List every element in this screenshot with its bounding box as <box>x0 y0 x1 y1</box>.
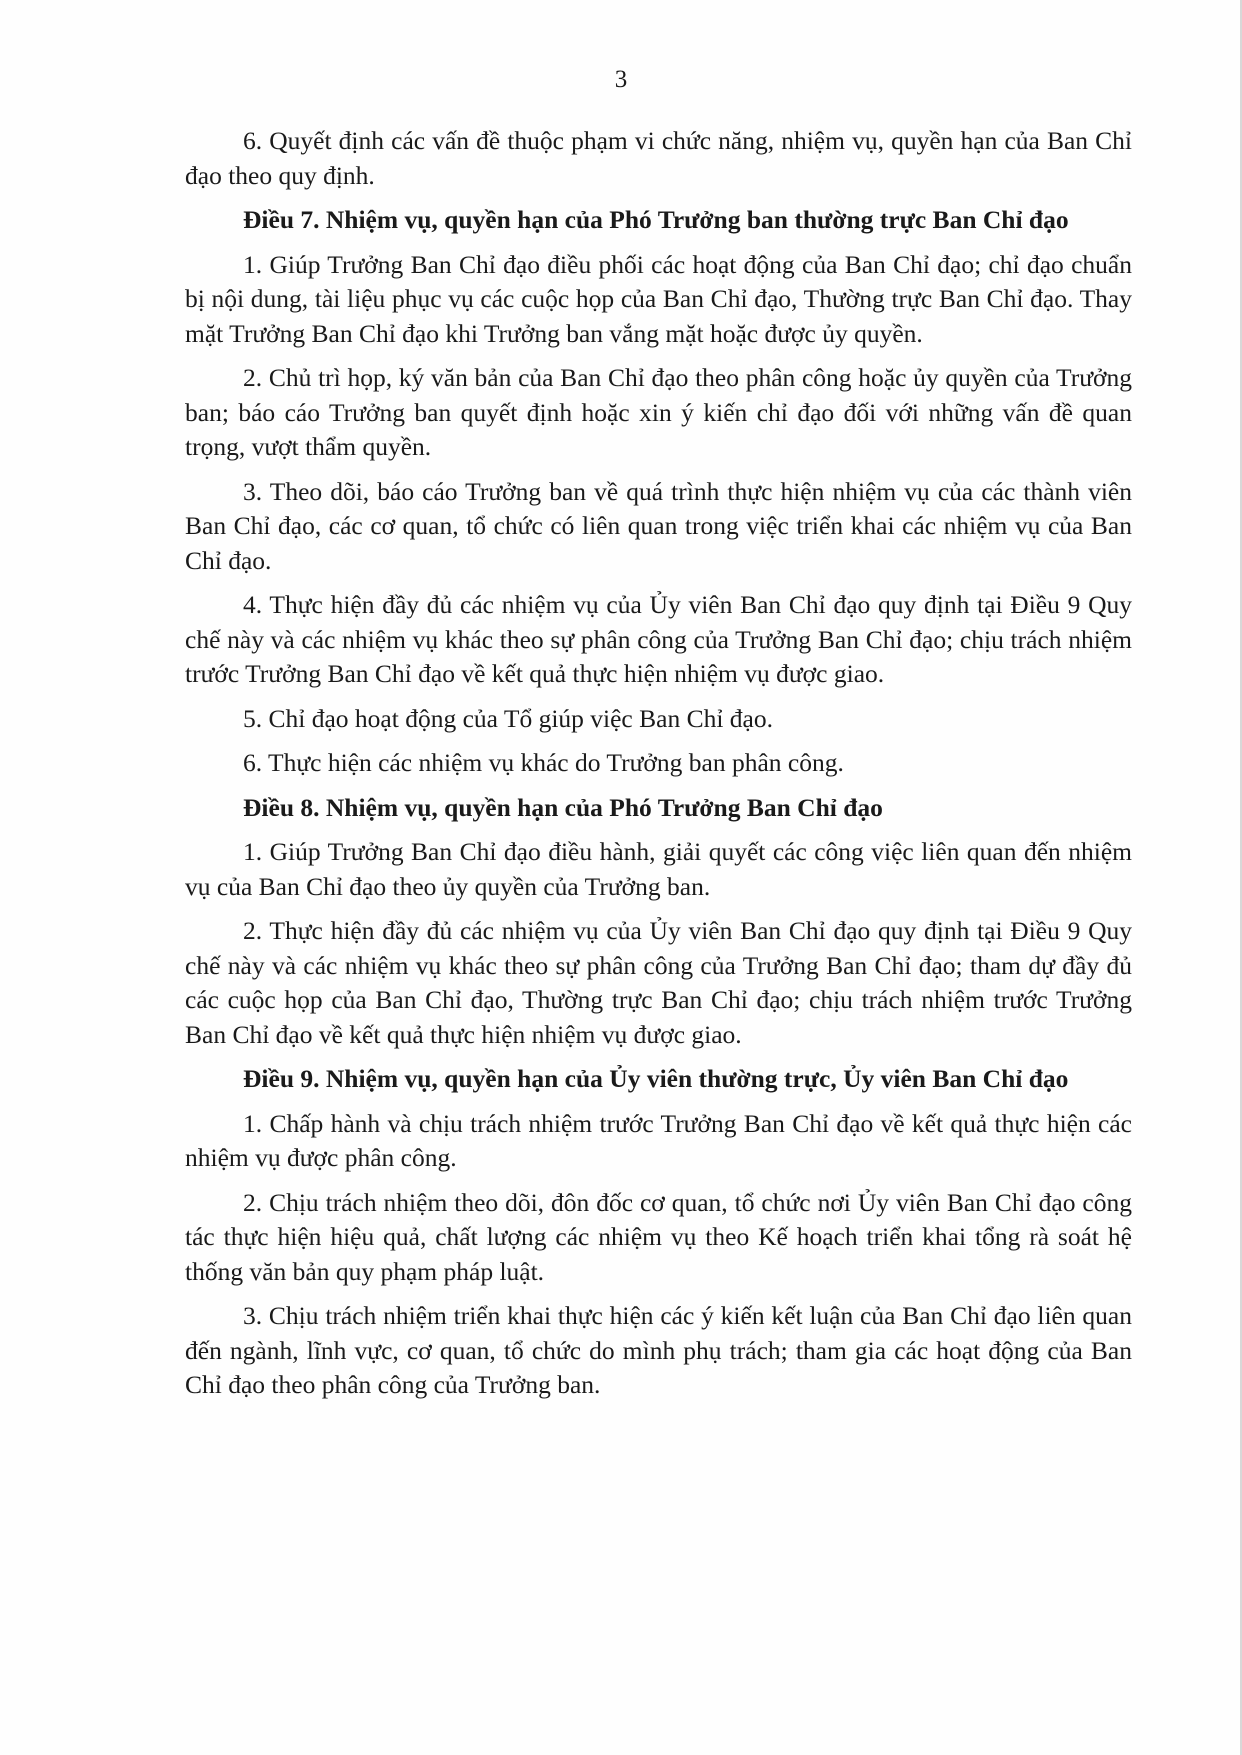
paragraph: 6. Quyết định các vấn đề thuộc phạm vi chức năng, nhiệm vụ, quyền hạn của Ban Chỉ đạo theo quy định. <box>185 126 1132 190</box>
paragraph: 5. Chỉ đạo hoạt động của Tổ giúp việc Ban Chỉ đạo. <box>243 703 773 733</box>
paragraph: 3. Theo dõi, báo cáo Trưởng ban về quá trình thực hiện nhiệm vụ của các thành viên Ban Chỉ đạo, các cơ quan, tổ chức có liên quan trong việc triển khai các nhiệm vụ của Ban Chỉ đạo. <box>185 476 1132 575</box>
paragraph: 6. Thực hiện các nhiệm vụ khác do Trưởng ban phân công. <box>243 748 844 777</box>
page-number: 3 <box>614 66 628 93</box>
paragraph: 1. Giúp Trưởng Ban Chỉ đạo điều phối các hoạt động của Ban Chỉ đạo; chỉ đạo chuẩn bị nội dung, tài liệu phục vụ các cuộc họp của Ban Chỉ đạo, Thường trực Ban Chỉ đạo. Thay mặt Trưởng Ban Chỉ đạo khi Trưởng ban vắng mặt hoặc được ủy quyền. <box>185 249 1132 348</box>
document-body <box>185 124 1132 1413</box>
article-heading: Điều 8. Nhiệm vụ, quyền hạn của Phó Trưởng Ban Chỉ đạo <box>243 792 883 822</box>
paragraph: 4. Thực hiện đầy đủ các nhiệm vụ của Ủy viên Ban Chỉ đạo quy định tại Điều 9 Quy chế này và các nhiệm vụ khác theo sự phân công của Trưởng Ban Chỉ đạo; chịu trách nhiệm trước Trưởng Ban Chỉ đạo về kết quả thực hiện nhiệm vụ được giao. <box>185 590 1132 688</box>
paragraph: 1. Chấp hành và chịu trách nhiệm trước Trưởng Ban Chỉ đạo về kết quả thực hiện các nhiệm vụ được phân công. <box>185 1108 1132 1172</box>
paragraph: 1. Giúp Trưởng Ban Chỉ đạo điều hành, giải quyết các công việc liên quan đến nhiệm vụ của Ban Chỉ đạo theo ủy quyền của Trưởng ban. <box>185 837 1132 901</box>
paragraph: 2. Chủ trì họp, ký văn bản của Ban Chỉ đạo theo phân công hoặc ủy quyền của Trưởng ban; báo cáo Trưởng ban quyết định hoặc xin ý kiến chỉ đạo đối với những vấn đề quan trọng, vượt thẩm quyền. <box>185 363 1132 461</box>
paragraph: 2. Chịu trách nhiệm theo dõi, đôn đốc cơ quan, tổ chức nơi Ủy viên Ban Chỉ đạo công tác thực hiện hiệu quả, chất lượng các nhiệm vụ theo Kế hoạch triển khai tổng rà soát hệ thống văn bản quy phạm pháp luật. <box>185 1187 1132 1286</box>
article-heading: Điều 9. Nhiệm vụ, quyền hạn của Ủy viên thường trực, Ủy viên Ban Chỉ đạo <box>243 1064 1069 1093</box>
paragraph: 2. Thực hiện đầy đủ các nhiệm vụ của Ủy viên Ban Chỉ đạo quy định tại Điều 9 Quy chế này và các nhiệm vụ khác theo sự phân công của Trưởng Ban Chỉ đạo; tham dự đầy đủ các cuộc họp của Ban Chỉ đạo, Thường trực Ban Chỉ đạo; chịu trách nhiệm trước Trưởng Ban Chỉ đạo về kết quả thực hiện nhiệm vụ được giao. <box>185 916 1132 1049</box>
article-heading: Điều 7. Nhiệm vụ, quyền hạn của Phó Trưởng ban thường trực Ban Chỉ đạo <box>243 205 1069 234</box>
paragraph: 3. Chịu trách nhiệm triển khai thực hiện các ý kiến kết luận của Ban Chỉ đạo liên quan đến ngành, lĩnh vực, cơ quan, tổ chức do mình phụ trách; tham gia các hoạt động của Ban Chỉ đạo theo phân công của Trưởng ban. <box>185 1301 1132 1399</box>
